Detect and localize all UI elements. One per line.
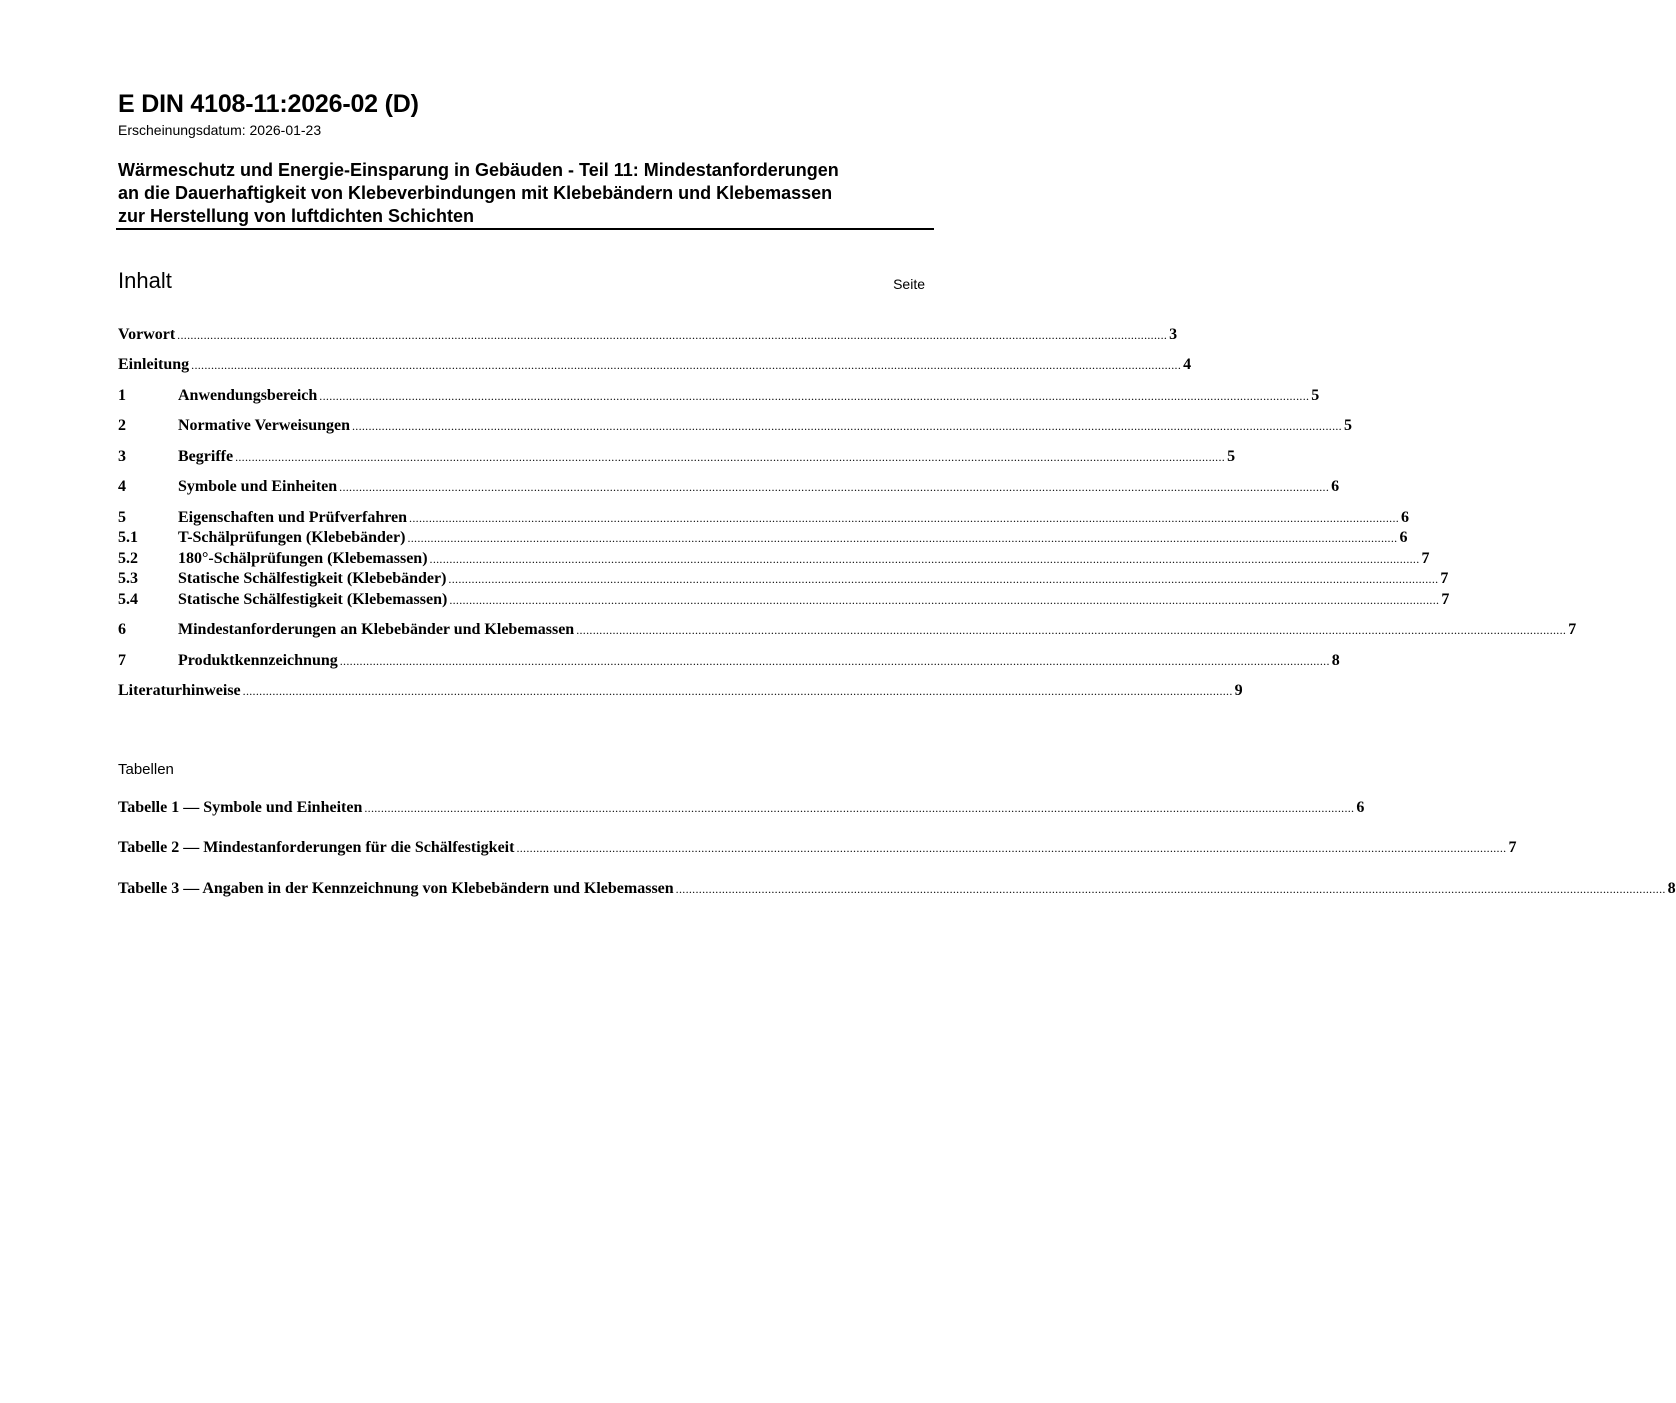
- toc-entry-5-4[interactable]: [118, 590, 1450, 610]
- toc-entry-1[interactable]: [118, 386, 1320, 406]
- table-entry-page: 6: [1356, 799, 1365, 816]
- toc-entry-number: 5: [118, 509, 126, 526]
- toc-entry-text: 180°-Schälprüfungen (Klebemassen): [178, 550, 428, 567]
- toc-entry-page: 6: [1401, 509, 1410, 526]
- table-entry-3[interactable]: [118, 879, 1676, 899]
- dot-leader: ............................................................................................................................................................................................................................................................................................................: [242, 684, 1233, 698]
- table-entry-2[interactable]: [118, 838, 1517, 858]
- toc-entry-text: Symbole und Einheiten: [178, 478, 338, 495]
- toc-entry-vorwort[interactable]: [118, 325, 1178, 345]
- toc-entry-page: 6: [1399, 529, 1408, 546]
- toc-entry-text: Statische Schälfestigkeit (Klebebänder): [178, 570, 447, 587]
- toc-entry-text: Begriffe: [178, 448, 234, 465]
- toc-entry-number: 4: [118, 478, 126, 495]
- title-line: Wärmeschutz und Energie-Einsparung in Gebäuden - Teil 11: Mindestanforderungen: [118, 160, 839, 180]
- toc-entry-number: 5.3: [118, 570, 138, 587]
- dot-leader: ............................................................................................................................................................................................................................................................................................................: [429, 552, 1420, 566]
- toc-entry-einleitung[interactable]: [118, 355, 1192, 375]
- toc-entry-2[interactable]: [118, 416, 1352, 436]
- dot-leader: ............................................................................................................................................................................................................................................................................................................: [339, 480, 1330, 494]
- dot-leader: ............................................................................................................................................................................................................................................................................................................: [516, 841, 1507, 855]
- toc-entry-4[interactable]: [118, 477, 1340, 497]
- toc-entry-page: 7: [1568, 621, 1577, 638]
- toc-entry-page: 4: [1183, 356, 1192, 373]
- dot-leader: ............................................................................................................................................................................................................................................................................................................: [675, 882, 1666, 896]
- toc-entry-number: 3: [118, 448, 126, 465]
- toc-entry-literaturhinweise[interactable]: [118, 681, 1243, 701]
- dot-leader: ............................................................................................................................................................................................................................................................................................................: [409, 511, 1400, 525]
- toc-entry-text: Literaturhinweise: [118, 682, 241, 699]
- document-id: E DIN 4108-11:2026-02 (D): [118, 90, 419, 118]
- toc-entry-3[interactable]: [118, 447, 1236, 467]
- toc-entry-text: Anwendungsbereich: [178, 387, 318, 404]
- toc-entry-number: 5.1: [118, 529, 138, 546]
- toc-entry-page: 7: [1441, 591, 1450, 608]
- dot-leader: ............................................................................................................................................................................................................................................................................................................: [364, 801, 1355, 815]
- toc-entry-number: 5.4: [118, 591, 138, 608]
- toc-entry-page: 5: [1311, 387, 1320, 404]
- toc-heading: Inhalt: [118, 268, 172, 293]
- toc-entry-page: 7: [1440, 570, 1449, 587]
- toc-entry-number: 2: [118, 417, 126, 434]
- toc-page-column-label: Seite: [893, 276, 925, 292]
- toc-entry-number: 1: [118, 387, 126, 404]
- publication-date: Erscheinungsdatum: 2026-01-23: [118, 122, 322, 138]
- toc-entry-number: 7: [118, 652, 126, 669]
- title-line: zur Herstellung von luftdichten Schichten: [118, 206, 475, 226]
- dot-leader: ............................................................................................................................................................................................................................................................................................................: [351, 419, 1342, 433]
- toc-entry-page: 7: [1421, 550, 1430, 567]
- toc-entry-page: 5: [1227, 448, 1236, 465]
- dot-leader: ............................................................................................................................................................................................................................................................................................................: [319, 389, 1310, 403]
- toc-entry-text: T-Schälprüfungen (Klebebänder): [178, 529, 406, 546]
- dot-leader: ............................................................................................................................................................................................................................................................................................................: [235, 450, 1226, 464]
- toc-entry-5-1[interactable]: [118, 528, 1408, 548]
- dot-leader: ............................................................................................................................................................................................................................................................................................................: [448, 572, 1439, 586]
- toc-entry-page: 9: [1234, 682, 1243, 699]
- dot-leader: ............................................................................................................................................................................................................................................................................................................: [339, 654, 1330, 668]
- document-title: [118, 159, 933, 228]
- dot-leader: ............................................................................................................................................................................................................................................................................................................: [449, 593, 1440, 607]
- title-line: an die Dauerhaftigkeit von Klebeverbindungen mit Klebebändern und Klebemassen: [118, 183, 833, 203]
- table-entry-text: Tabelle 1 — Symbole und Einheiten: [118, 799, 363, 816]
- toc-entry-number: 5.2: [118, 550, 138, 567]
- toc-entry-page: 6: [1331, 478, 1340, 495]
- table-entry-page: 7: [1508, 839, 1517, 856]
- toc-entry-number: 6: [118, 621, 126, 638]
- toc-entry-text: Einleitung: [118, 356, 190, 373]
- toc-entry-text: Mindestanforderungen an Klebebänder und Klebemassen: [178, 621, 575, 638]
- toc-entry-text: Statische Schälfestigkeit (Klebemassen): [178, 591, 448, 608]
- toc-entry-text: Vorwort: [118, 326, 176, 343]
- toc-entry-7[interactable]: [118, 651, 1340, 671]
- table-entry-page: 8: [1667, 880, 1676, 897]
- toc-entry-text: Produktkennzeichnung: [178, 652, 338, 669]
- toc-entry-5-2[interactable]: [118, 549, 1430, 569]
- title-divider: [116, 228, 934, 230]
- toc-entry-text: Normative Verweisungen: [178, 417, 350, 434]
- tables-heading: Tabellen: [118, 761, 174, 778]
- toc-entry-5-3[interactable]: [118, 569, 1449, 589]
- dot-leader: ............................................................................................................................................................................................................................................................................................................: [407, 531, 1398, 545]
- toc-entry-6[interactable]: [118, 620, 1577, 640]
- toc-entry-page: 3: [1169, 326, 1178, 343]
- toc-entry-text: Eigenschaften und Prüfverfahren: [178, 509, 408, 526]
- toc-entry-page: 5: [1343, 417, 1352, 434]
- dot-leader: ............................................................................................................................................................................................................................................................................................................: [177, 328, 1168, 342]
- table-entry-text: Tabelle 2 — Mindestanforderungen für die Schälfestigkeit: [118, 839, 515, 856]
- toc-entry-page: 8: [1331, 652, 1340, 669]
- table-entry-1[interactable]: [118, 798, 1365, 818]
- toc-entry-5[interactable]: [118, 508, 1410, 528]
- dot-leader: ............................................................................................................................................................................................................................................................................................................: [191, 358, 1182, 372]
- dot-leader: ............................................................................................................................................................................................................................................................................................................: [576, 623, 1567, 637]
- table-entry-text: Tabelle 3 — Angaben in der Kennzeichnung von Klebebändern und Klebemassen: [118, 880, 674, 897]
